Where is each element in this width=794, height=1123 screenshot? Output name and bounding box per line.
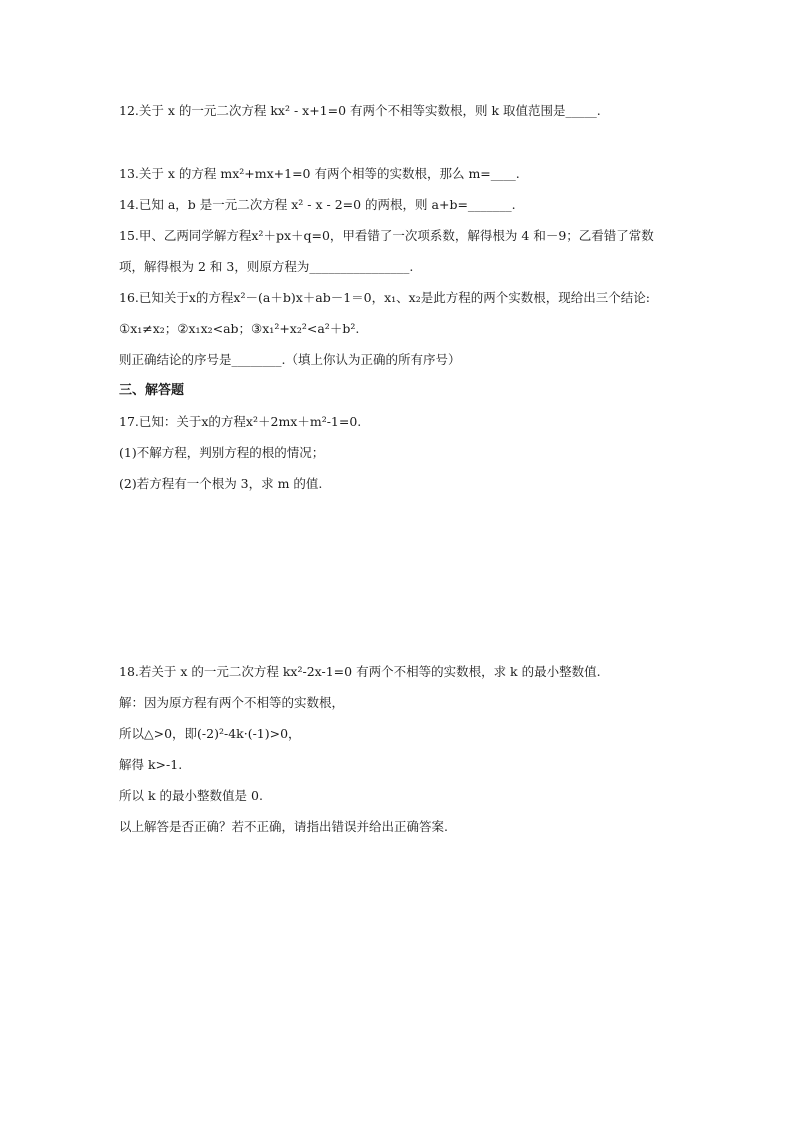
question-16-line-1: 16.已知关于x的方程x²－(a＋b)x＋ab－1＝0，x₁、x₂是此方程的两个实数根，现给出三个结论: <box>119 290 650 305</box>
question-17-part-2: (2)若方程有一个根为 3，求 m 的值. <box>119 476 323 491</box>
question-15-line-1: 15.甲、乙两同学解方程x²＋px＋q=0，甲看错了一次项系数，解得根为 4 和－9；乙看错了常数 <box>119 228 654 243</box>
question-12: 12.关于 x 的一元二次方程 kx² - x+1=0 有两个不相等实数根，则 k 取值范围是_____. <box>119 103 601 118</box>
question-18-solution-line-2: 所以△>0，即(-2)²-4k·(-1)>0， <box>119 726 301 741</box>
question-18-line-1: 18.若关于 x 的一元二次方程 kx²-2x-1=0 有两个不相等的实数根，求 k 的最小整数值. <box>119 664 601 679</box>
question-13: 13.关于 x 的方程 mx²+mx+1=0 有两个相等的实数根，那么 m=____. <box>119 166 520 181</box>
question-18-prompt: 以上解答是否正确？若不正确，请指出错误并给出正确答案. <box>119 819 448 834</box>
question-18-solution-line-1: 解：因为原方程有两个不相等的实数根， <box>119 695 345 710</box>
question-17-line-1: 17.已知：关于x的方程x²＋2mx＋m²-1=0. <box>119 414 362 429</box>
question-16-line-2: ①x₁≠x₂；②x₁x₂<ab；③x₁²+x₂²<a²＋b². <box>119 321 360 336</box>
question-18-solution-line-4: 所以 k 的最小整数值是 0. <box>119 788 263 803</box>
question-16-line-3: 则正确结论的序号是________.（填上你认为正确的所有序号） <box>119 352 461 367</box>
question-15-line-2: 项，解得根为 2 和 3，则原方程为________________. <box>119 259 414 274</box>
question-18-solution-line-3: 解得 k>-1. <box>119 757 183 772</box>
section-3-title: 三、解答题 <box>119 383 185 398</box>
question-17-part-1: (1)不解方程，判别方程的根的情况； <box>119 445 325 460</box>
question-14: 14.已知 a，b 是一元二次方程 x² - x - 2=0 的两根，则 a+b=_______. <box>119 197 516 212</box>
